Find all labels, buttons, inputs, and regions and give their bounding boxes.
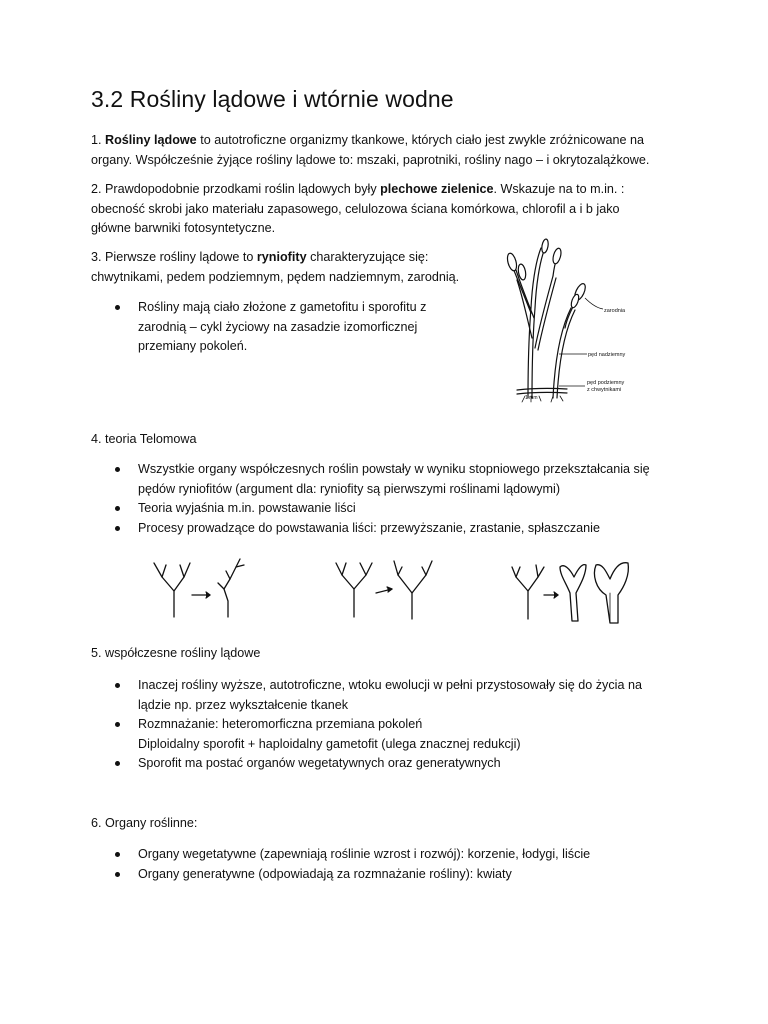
- section-3-bullet-1: [91, 298, 426, 357]
- section-5-bullets: [91, 676, 642, 774]
- label-ped-nadziemny: pęd nadziemny: [588, 352, 626, 358]
- section-3-text-post: charakteryzujące się:: [306, 250, 429, 264]
- section-6-bullet-1: Organy wegetatywne (zapewniają roślinie wzrost i rozwój): korzenie, łodygi, liście: [91, 845, 590, 865]
- section-4-bullet-1-line-2: pędów ryniofitów (argument dla: ryniofity są pierwszymi roślinami lądowymi): [138, 481, 561, 496]
- section-2-text-pre: 2. Prawdopodobnie przodkami roślin lądowych były: [91, 182, 381, 196]
- section-1-bold-term: Rośliny lądowe: [105, 133, 197, 147]
- section-3-bullets: [91, 298, 426, 357]
- section-4-bullet-3: Procesy prowadzące do powstawania liści: przewyższanie, zrastanie, spłaszczanie: [91, 519, 650, 539]
- webbing-after-2: [594, 563, 628, 623]
- section-4-bullet-2: Teoria wyjaśnia m.in. powstawanie liści: [91, 499, 650, 519]
- section-2-bold-term: plechowe zielenice: [380, 182, 494, 196]
- section-3-bold-term: ryniofity: [256, 250, 307, 264]
- label-ped-podziemny: pęd podziemny: [587, 380, 625, 386]
- sporangium-4: [552, 247, 563, 264]
- section-1-text: to autotroficzne organizmy tkankowe, których ciało jest zwykle zróżnicowane na: [196, 133, 644, 147]
- section-1-number: 1.: [91, 133, 106, 147]
- overtopping-before: [154, 563, 190, 617]
- section-5-bullet-1: [91, 676, 642, 715]
- section-3-bullet-1-line-1: Rośliny mają ciało złożone z gametofitu i sporofitu z: [138, 300, 427, 314]
- section-5-bullet-1-line-2: lądzie np. przez wykształcenie tkanek: [138, 697, 348, 712]
- planation-before: [336, 563, 372, 617]
- rhynia-rhizome: [517, 388, 567, 390]
- section-2-line-3: główne barwniki fotosyntetyczne.: [91, 221, 276, 235]
- section-6-bullet-2: Organy generatywne (odpowiadają za rozmnażanie rośliny): kwiaty: [91, 865, 590, 885]
- section-4-bullets: [91, 460, 650, 538]
- sporangium-6: [570, 293, 580, 308]
- section-3-text-pre: 3. Pierwsze rośliny lądowe to: [91, 250, 257, 264]
- section-2-text-post: . Wskazuje na to m.in. :: [493, 182, 625, 196]
- rhynia-rhizome-edge: [517, 392, 567, 394]
- label-zarodnia: zarodnia: [604, 308, 626, 314]
- rhynia-mid-branch-edge: [538, 278, 556, 350]
- section-5-bullet-2-line-2: Diploidalny sporofit + haploidalny gametofit (ulega znacznej redukcji): [138, 736, 521, 751]
- section-6-bullets: [91, 845, 590, 884]
- section-2-paragraph: [91, 180, 691, 239]
- section-3-bullet-1-line-3: przemiany pokoleń.: [138, 339, 248, 353]
- webbing-before: [512, 565, 544, 619]
- rhynia-mid-branch: [535, 276, 553, 348]
- page-title: 3.2 Rośliny lądowe i wtórnie wodne: [91, 86, 454, 112]
- section-3-line-2: chwytnikami, pedem podziemnym, pędem nadziemnym, zarodnią.: [91, 269, 460, 284]
- section-2-line-2: obecność skrobi jako materiału zapasowego, celulozowa ściana komórkowa, chlorofil a i b jako: [91, 201, 620, 216]
- section-5-bullet-1-line-1: Inaczej rośliny wyższe, autotroficzne, wtoku ewolucji w pełni przystosowały się do życia na: [138, 678, 642, 692]
- planation-after: [394, 561, 432, 619]
- rhynia-main-stem-edge: [532, 248, 545, 398]
- webbing-after-1: [560, 565, 586, 621]
- overtopping-after: [218, 559, 244, 617]
- section-5-heading: 5. współczesne rośliny lądowe: [91, 646, 261, 660]
- section-4-bullet-1-line-1: Wszystkie organy współczesnych roślin powstały w wyniku stopniowego przekształcania się: [138, 462, 650, 476]
- label-z-chwytnikami: z chwytnikami: [587, 387, 622, 393]
- sporangium-3: [541, 239, 549, 254]
- section-5-bullet-3: Sporofit ma postać organów wegetatywnych oraz generatywnych: [91, 754, 642, 774]
- section-5-bullet-2: [91, 715, 642, 754]
- section-1-line-2: organy. Współcześnie żyjące rośliny lądowe to: mszaki, paprotniki, rośliny nago – i okrytozalążkowe.: [91, 152, 650, 167]
- section-1-paragraph: [91, 131, 691, 170]
- section-4-heading: 4. teoria Telomowa: [91, 432, 197, 446]
- section-3-bullet-1-line-2: zarodnią – cykl życiowy na zasadzie izomorficznej: [138, 319, 418, 334]
- label-scale: 1 mm: [525, 395, 538, 401]
- section-5-bullet-2-line-1: Rozmnażanie: heteromorficzna przemiana pokoleń: [138, 717, 423, 731]
- leader-zarodnia: [585, 298, 603, 309]
- telome-diagrams: [140, 553, 640, 625]
- section-4-bullet-1: [91, 460, 650, 499]
- sporangium-1: [506, 252, 518, 271]
- section-6-heading: 6. Organy roślinne:: [91, 816, 198, 830]
- rhynia-figure: [495, 238, 645, 406]
